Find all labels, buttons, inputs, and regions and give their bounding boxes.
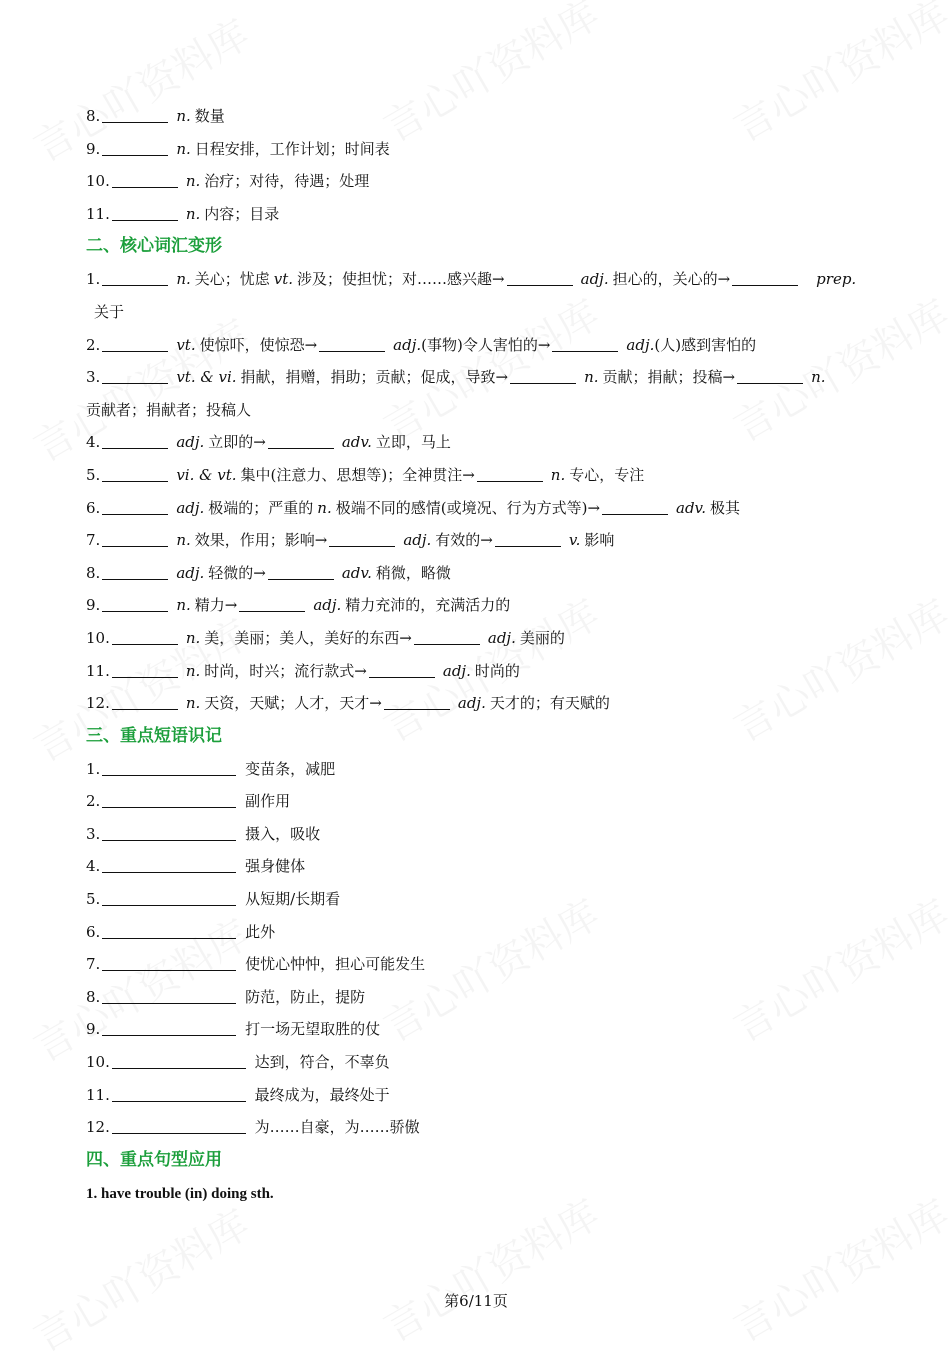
answer-blank[interactable]	[737, 382, 803, 384]
answer-blank[interactable]	[102, 904, 236, 906]
answer-blank[interactable]	[112, 219, 178, 221]
list-item: 9. n. 日程安排，工作计划；时间表	[86, 139, 390, 158]
answer-blank[interactable]	[102, 937, 236, 939]
answer-blank[interactable]	[112, 1067, 246, 1069]
section-heading: 二、核心词汇变形	[86, 236, 222, 257]
answer-blank[interactable]	[102, 480, 168, 482]
list-item: 8. n. 数量	[86, 107, 225, 125]
answer-blank[interactable]	[102, 545, 168, 547]
answer-blank[interactable]	[732, 284, 798, 286]
list-item: 9. n. 精力→ adj. 精力充沛的，充满活力的	[86, 596, 511, 615]
list-item: 10. n. 美，美丽；美人，美好的东西→ adj. 美丽的	[86, 628, 565, 647]
answer-blank[interactable]	[319, 350, 385, 352]
list-item: 3. vt. & vi. 捐献，捐赠，捐助；贡献；促成，导致→ n. 贡献；捐献；投稿→ n.	[86, 368, 826, 387]
list-item: 12. n. 天资，天赋；人才，天才→ adj. 天才的；有天赋的	[86, 694, 610, 713]
answer-blank[interactable]	[102, 121, 168, 123]
answer-blank[interactable]	[552, 350, 618, 352]
answer-blank[interactable]	[102, 806, 236, 808]
answer-blank[interactable]	[495, 545, 561, 547]
list-item: 3. 摄入，吸收	[86, 824, 321, 843]
list-item: 2. 副作用	[86, 792, 291, 811]
list-item: 4. adj. 立即的→ adv. 立即，马上	[86, 433, 451, 452]
list-item: 4. 强身健体	[86, 857, 306, 876]
section-heading: 三、重点短语识记	[86, 725, 222, 746]
list-item: 5. 从短期/长期看	[86, 890, 341, 909]
answer-blank[interactable]	[112, 1100, 246, 1102]
list-item: 2. vt. 使惊吓，使惊恐→ adj.(事物)令人害怕的→ adj.(人)感到害怕的	[86, 335, 757, 354]
list-item: 9. 打一场无望取胜的仗	[86, 1020, 381, 1039]
list-item-continuation: 贡献者；捐献者；投稿人	[86, 400, 252, 419]
list-item: 11. 最终成为，最终处于	[86, 1085, 390, 1104]
answer-blank[interactable]	[112, 643, 178, 645]
answer-blank[interactable]	[102, 774, 236, 776]
list-item: 6. 此外	[86, 922, 276, 941]
list-item: 10. n. 治疗；对待，待遇；处理	[86, 172, 370, 191]
answer-blank[interactable]	[112, 1132, 246, 1134]
answer-blank[interactable]	[507, 284, 573, 286]
list-item: 5. vi. & vt. 集中(注意力、思想等)；全神贯注→ n. 专心，专注	[86, 465, 645, 484]
list-item: 12. 为……自豪，为……骄傲	[86, 1118, 420, 1137]
answer-blank[interactable]	[102, 1034, 236, 1036]
sentence-pattern-heading: 1. have trouble (in) doing sth.	[86, 1185, 274, 1202]
answer-blank[interactable]	[102, 839, 236, 841]
answer-blank[interactable]	[384, 708, 450, 710]
watermark	[22, 1194, 258, 1363]
page-number: 第6/11页	[444, 1292, 508, 1310]
answer-blank[interactable]	[102, 513, 168, 515]
answer-blank[interactable]	[329, 545, 395, 547]
answer-blank[interactable]	[268, 578, 334, 580]
list-item: 10. 达到，符合，不辜负	[86, 1053, 390, 1072]
answer-blank[interactable]	[510, 382, 576, 384]
answer-blank[interactable]	[477, 480, 543, 482]
answer-blank[interactable]	[112, 186, 178, 188]
list-item: 1. n. 关心；忧虑 vt. 涉及；使担忧；对……感兴趣→ adj. 担心的，关心的→ prep.	[86, 270, 857, 289]
answer-blank[interactable]	[102, 154, 168, 156]
list-item: 7. n. 效果，作用；影响→ adj. 有效的→ v. 影响	[86, 531, 615, 550]
answer-blank[interactable]	[102, 284, 168, 286]
answer-blank[interactable]	[102, 447, 168, 449]
list-item: 8. adj. 轻微的→ adv. 稍微，略微	[86, 563, 451, 582]
worksheet-content	[86, 100, 876, 1211]
answer-blank[interactable]	[602, 513, 668, 515]
list-item: 7. 使忧心忡忡，担心可能发生	[86, 955, 426, 974]
answer-blank[interactable]	[102, 871, 236, 873]
answer-blank[interactable]	[102, 610, 168, 612]
list-item: 1. 变苗条，减肥	[86, 759, 336, 778]
answer-blank[interactable]	[102, 578, 168, 580]
section-heading: 四、重点句型应用	[86, 1149, 222, 1170]
answer-blank[interactable]	[414, 643, 480, 645]
answer-blank[interactable]	[102, 969, 236, 971]
answer-blank[interactable]	[268, 447, 334, 449]
list-item: 6. adj. 极端的；严重的 n. 极端不同的感情(或境况、行为方式等)→ adv. 极其	[86, 498, 741, 517]
answer-blank[interactable]	[369, 676, 435, 678]
answer-blank[interactable]	[102, 1002, 236, 1004]
answer-blank[interactable]	[112, 708, 178, 710]
list-item-continuation: 关于	[94, 302, 125, 321]
answer-blank[interactable]	[239, 610, 305, 612]
list-item: 11. n. 时尚，时兴；流行款式→ adj. 时尚的	[86, 661, 520, 680]
answer-blank[interactable]	[102, 382, 168, 384]
list-item: 11. n. 内容；目录	[86, 204, 280, 223]
answer-blank[interactable]	[102, 350, 168, 352]
list-item: 8. 防范，防止，提防	[86, 987, 366, 1006]
answer-blank[interactable]	[112, 676, 178, 678]
